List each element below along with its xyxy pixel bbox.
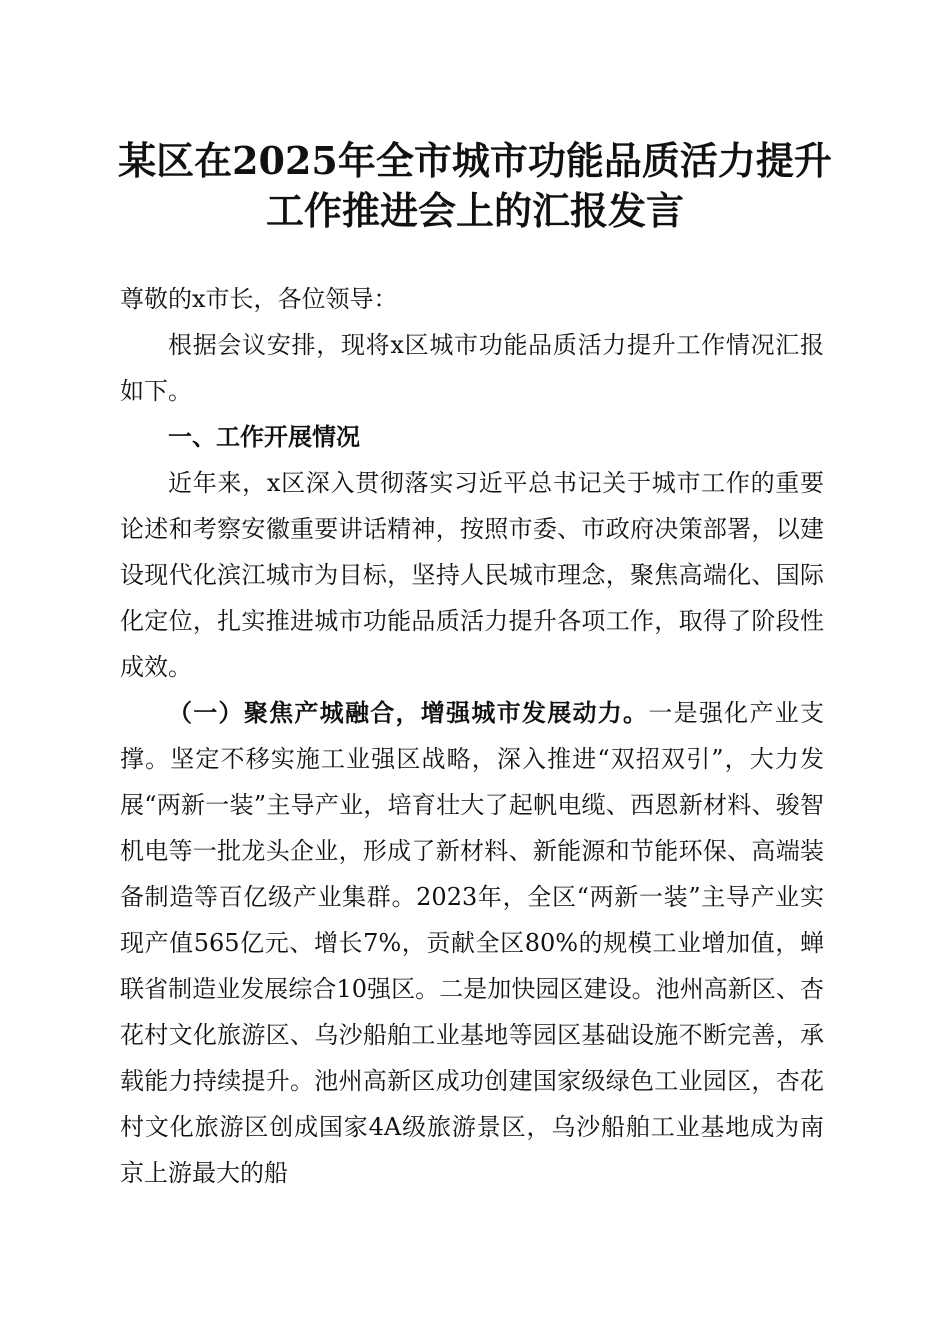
salutation: 尊敬的x市长，各位领导： (120, 285, 398, 313)
document-body (120, 276, 824, 1196)
section-heading: 一、工作开展情况 (168, 423, 360, 451)
subsection-paragraph (120, 690, 824, 1196)
subsection-text: 一是强化产业支撑。坚定不移实施工业强区战略，深入推进“双招双引”，大力发展“两新一装”主导产业，培育壮大了起帆电缆、西恩新材料、骏智机电等一批龙头企业，形成了新材料、新能源和节能环保、高端装备制造等百亿级产业集群。2023年，全区“两新一装”主导产业实现产值565亿元、增长7%，贡献全区80%的规模工业增加值，蝉联省制造业发展综合10强区。二是加快园区建设。池州高新区、杏花村文化旅游区、乌沙船舶工业基地等园区基础设施不断完善，承载能力持续提升。池州高新区成功创建国家级绿色工业园区，杏花村文化旅游区创成国家4A级旅游景区，乌沙船舶工业基地成为南京上游最大的船 (120, 699, 825, 1187)
subsection-lead: （一）聚焦产城融合，增强城市发展动力。 (168, 698, 649, 727)
document-title: 某区在2025年全市城市功能品质活力提升工作推进会上的汇报发言 (118, 138, 832, 233)
section-paragraph: 近年来，x区深入贯彻落实习近平总书记关于城市工作的重要论述和考察安徽重要讲话精神，按照市委、市政府决策部署，以建设现代化滨江城市为目标，坚持人民城市理念，聚焦高端化、国际化定位，扎实推进城市功能品质活力提升各项工作，取得了阶段性成效。 (120, 469, 824, 681)
intro-paragraph: 根据会议安排，现将x区城市功能品质活力提升工作情况汇报如下。 (120, 331, 824, 405)
